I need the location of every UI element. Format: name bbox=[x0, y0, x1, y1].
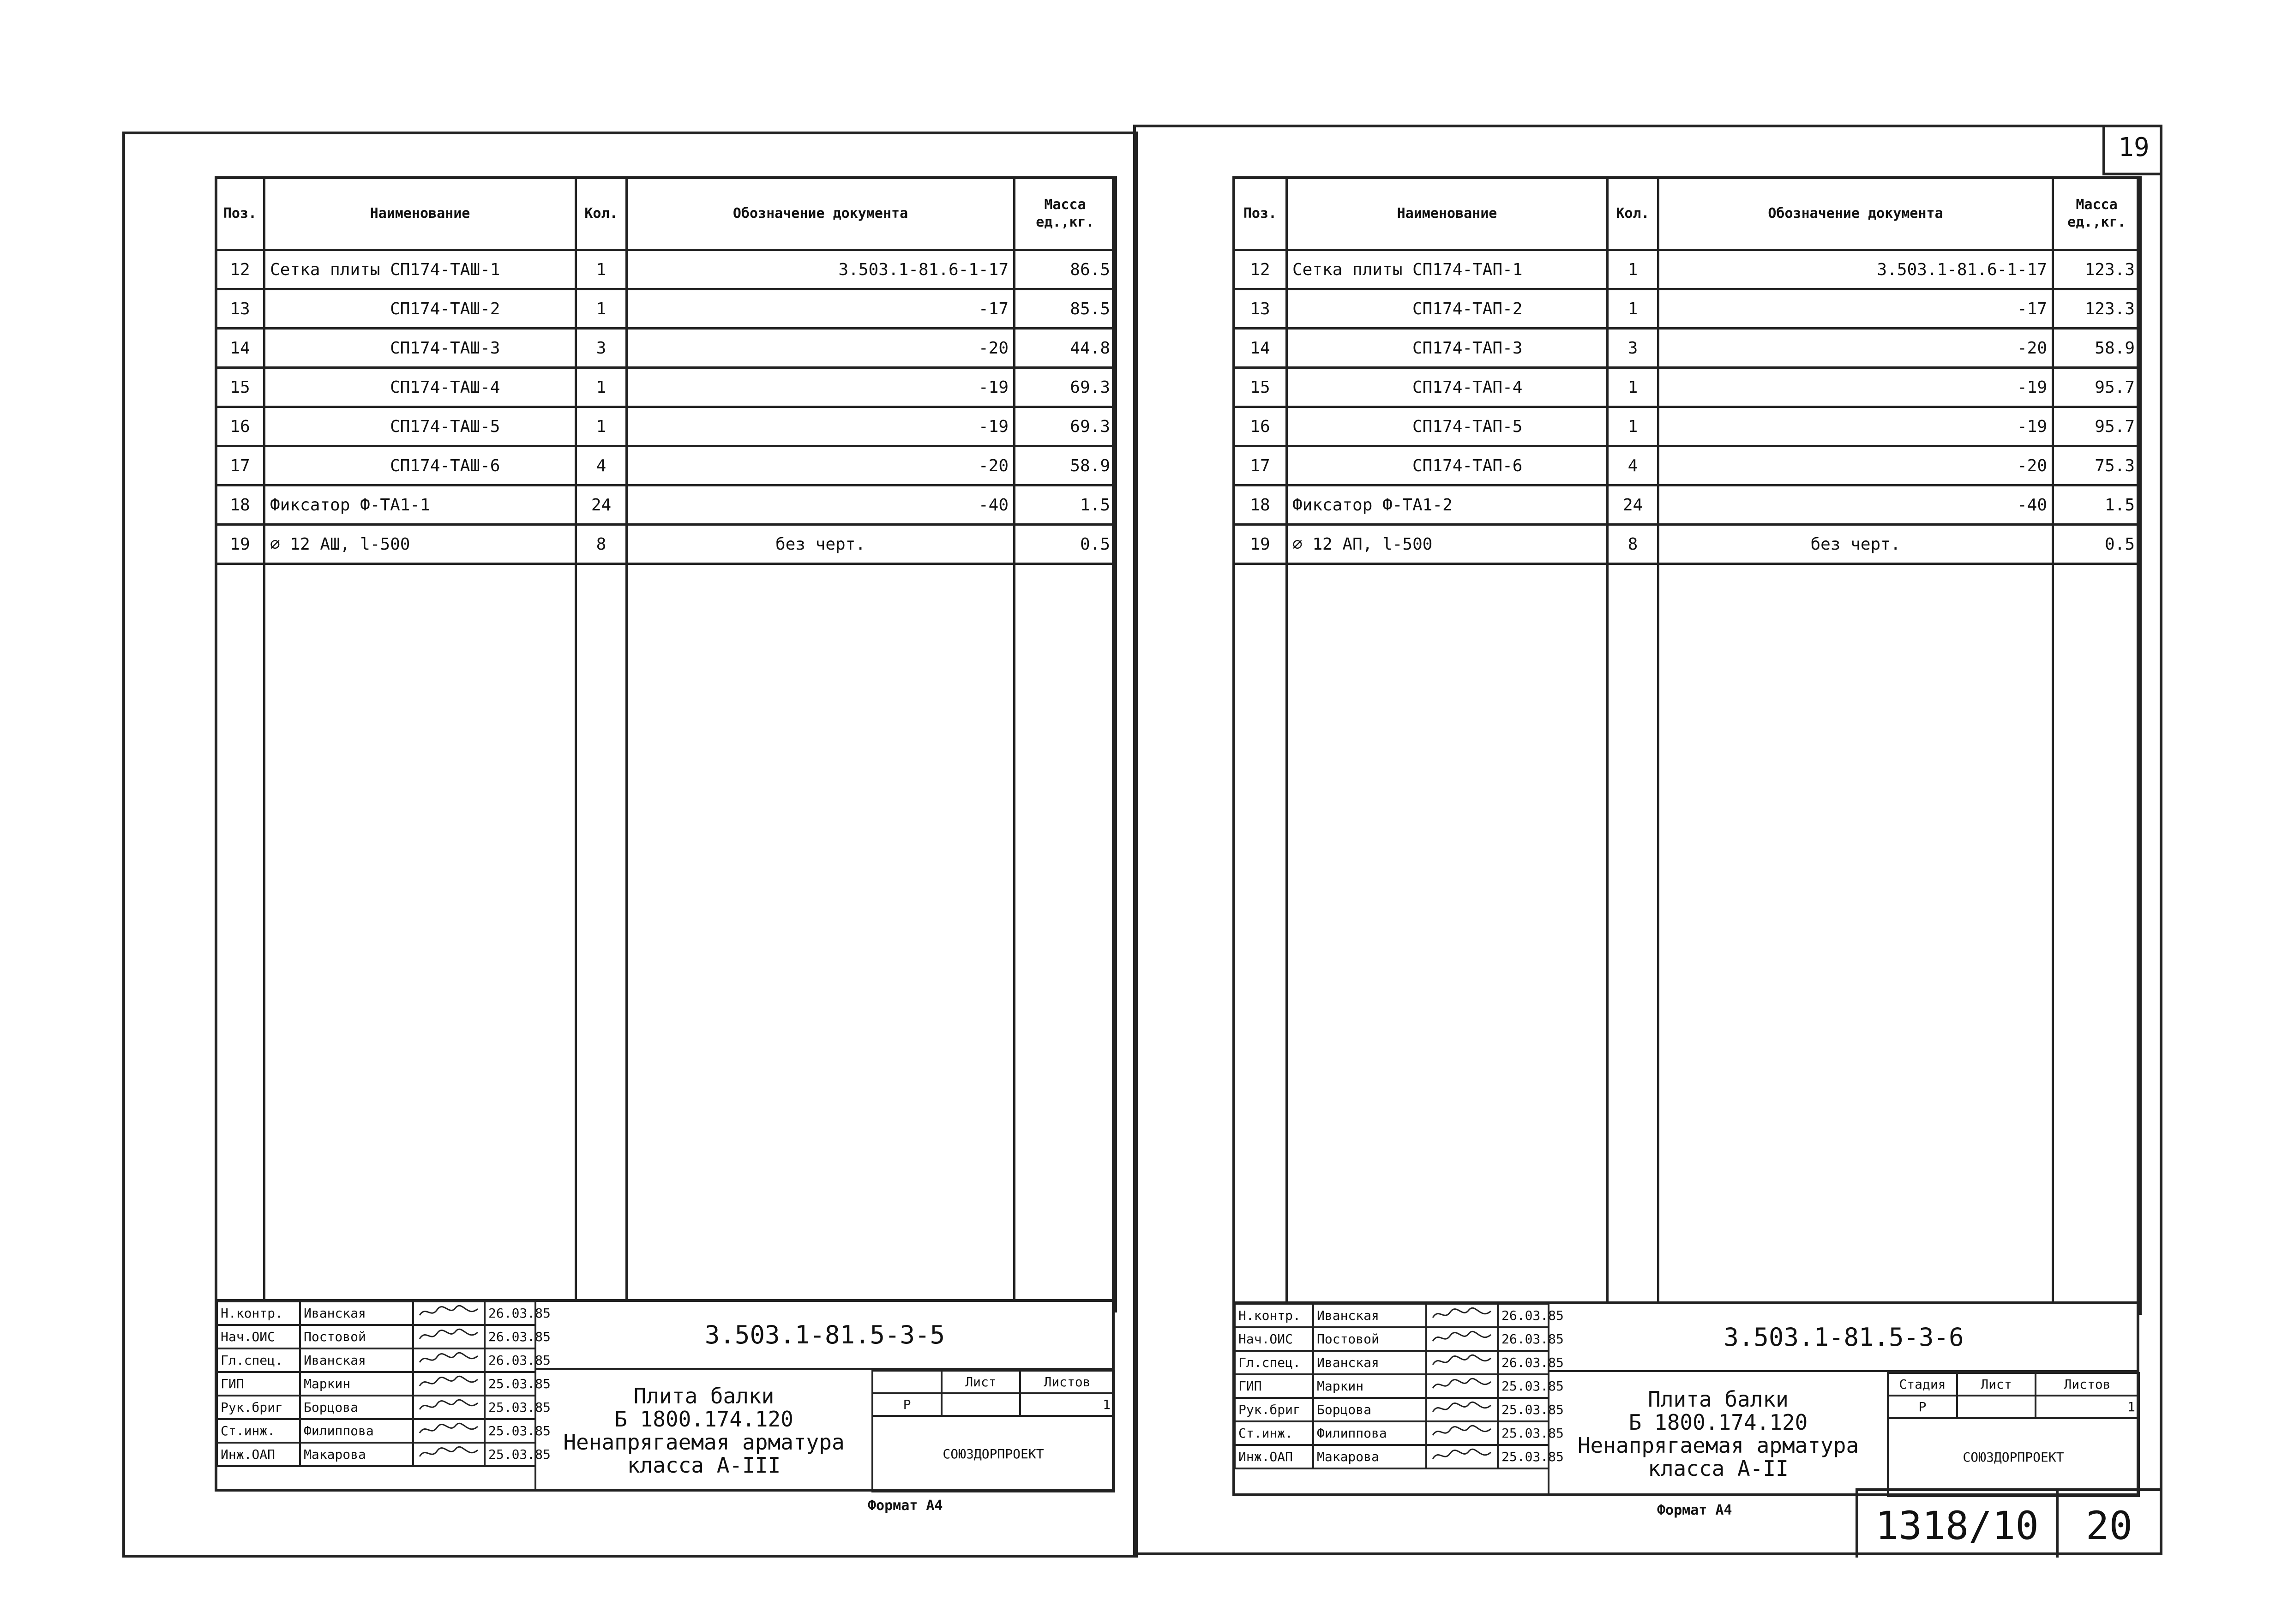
cell-qty: 1 bbox=[1608, 368, 1658, 407]
cell-doc: -40 bbox=[627, 485, 1015, 525]
sheets-value-left: 1 bbox=[1020, 1393, 1114, 1416]
cell-mass: 44.8 bbox=[1015, 329, 1116, 368]
header-mass: Масса ед.,кг. bbox=[1015, 178, 1116, 250]
title-line1-left: Плита балки bbox=[633, 1384, 775, 1408]
cell-pos: 17 bbox=[1234, 446, 1287, 485]
person-date: 26.03.85 bbox=[485, 1301, 535, 1325]
person-name: Борцова bbox=[300, 1396, 413, 1419]
cell-qty: 3 bbox=[1608, 329, 1658, 368]
cell-pos: 15 bbox=[216, 368, 264, 407]
person-role: Гл.спец. bbox=[1235, 1351, 1313, 1374]
person-date: 25.03.85 bbox=[1498, 1421, 1549, 1445]
corner-number-box bbox=[2102, 125, 2162, 175]
titleblock-people-left bbox=[216, 1300, 551, 1467]
signature-row bbox=[1235, 1421, 1549, 1445]
cell-doc: -17 bbox=[1658, 289, 2053, 329]
title-line4-right: класса А-II bbox=[1648, 1456, 1789, 1481]
cell-name: СП174-ТАШ-4 bbox=[264, 368, 576, 407]
person-role: Инж.ОАП bbox=[1235, 1445, 1313, 1468]
person-name: Макарова bbox=[300, 1443, 413, 1466]
cell-mass: 123.3 bbox=[2053, 289, 2141, 329]
org-right: СОЮЗДОРПРОЕКТ bbox=[1888, 1418, 2139, 1496]
signature-mark bbox=[413, 1443, 485, 1466]
titleblock-docnum-left bbox=[534, 1300, 1113, 1370]
cell-doc: -40 bbox=[1658, 485, 2053, 525]
person-role: Нач.ОИС bbox=[1235, 1327, 1313, 1351]
person-role: ГИП bbox=[1235, 1374, 1313, 1398]
cell-doc: -20 bbox=[1658, 329, 2053, 368]
person-role: Н.контр. bbox=[1235, 1304, 1313, 1327]
sheet-value-right bbox=[1957, 1396, 2036, 1418]
org-left: СОЮЗДОРПРОЕКТ bbox=[872, 1416, 1114, 1492]
signature-row bbox=[1235, 1304, 1549, 1327]
cell-pos: 13 bbox=[1234, 289, 1287, 329]
cell-mass: 85.5 bbox=[1015, 289, 1116, 329]
table-row bbox=[1234, 446, 2141, 485]
stage-label-right: Стадия bbox=[1888, 1373, 1957, 1396]
person-date: 26.03.85 bbox=[1498, 1304, 1549, 1327]
spec-table-left bbox=[215, 176, 1117, 1312]
signature-row bbox=[1235, 1398, 1549, 1421]
signature-row bbox=[217, 1396, 535, 1419]
signature-mark bbox=[413, 1419, 485, 1443]
person-role: Ст.инж. bbox=[1235, 1421, 1313, 1445]
cell-name: СП174-ТАП-2 bbox=[1287, 289, 1608, 329]
signature-row bbox=[217, 1348, 535, 1372]
person-name: Макарова bbox=[1313, 1445, 1426, 1468]
table-row bbox=[216, 368, 1116, 407]
table-row bbox=[216, 407, 1116, 446]
cell-doc: -19 bbox=[627, 368, 1015, 407]
header-name: Наименование bbox=[1287, 178, 1608, 250]
cell-mass: 0.5 bbox=[1015, 525, 1116, 564]
person-role: Нач.ОИС bbox=[217, 1325, 300, 1348]
cell-name: СП174-ТАП-6 bbox=[1287, 446, 1608, 485]
spec-header-row bbox=[216, 178, 1116, 250]
cell-name: СП174-ТАП-4 bbox=[1287, 368, 1608, 407]
table-row bbox=[1234, 368, 2141, 407]
cell-qty: 1 bbox=[1608, 250, 1658, 289]
cell-pos: 19 bbox=[1234, 525, 1287, 564]
signature-row bbox=[217, 1325, 535, 1348]
cell-qty: 3 bbox=[576, 329, 627, 368]
table-row bbox=[1234, 289, 2141, 329]
header-mass: Масса ед.,кг. bbox=[2053, 178, 2141, 250]
table-row bbox=[216, 250, 1116, 289]
cell-doc: -19 bbox=[1658, 407, 2053, 446]
cell-qty: 24 bbox=[576, 485, 627, 525]
cell-mass: 58.9 bbox=[2053, 329, 2141, 368]
cell-name: Фиксатор Ф-ТА1-1 bbox=[264, 485, 576, 525]
cell-qty: 1 bbox=[576, 289, 627, 329]
signature-mark bbox=[1426, 1304, 1498, 1327]
cell-qty: 1 bbox=[1608, 289, 1658, 329]
signature-mark bbox=[1426, 1445, 1498, 1468]
person-date: 26.03.85 bbox=[485, 1325, 535, 1348]
title-line4-left: класса А-III bbox=[627, 1453, 781, 1478]
signature-mark bbox=[413, 1348, 485, 1372]
cell-name: Сетка плиты СП174-ТАП-1 bbox=[1287, 250, 1608, 289]
header-qty: Кол. bbox=[576, 178, 627, 250]
cell-mass: 95.7 bbox=[2053, 407, 2141, 446]
person-date: 26.03.85 bbox=[1498, 1327, 1549, 1351]
cell-name: Сетка плиты СП174-ТАШ-1 bbox=[264, 250, 576, 289]
table-row bbox=[216, 446, 1116, 485]
signature-mark bbox=[413, 1372, 485, 1396]
spec-empty-body bbox=[216, 564, 1116, 1312]
cell-name: СП174-ТАШ-6 bbox=[264, 446, 576, 485]
titleblock-docnum-right bbox=[1548, 1303, 2138, 1372]
person-role: Рук.бриг bbox=[1235, 1398, 1313, 1421]
cell-mass: 69.3 bbox=[1015, 368, 1116, 407]
person-role: Ст.инж. bbox=[217, 1419, 300, 1443]
cell-mass: 0.5 bbox=[2053, 525, 2141, 564]
titleblock-people-right bbox=[1234, 1303, 1564, 1469]
person-date: 25.03.85 bbox=[1498, 1374, 1549, 1398]
cell-name: Фиксатор Ф-ТА1-2 bbox=[1287, 485, 1608, 525]
cell-mass: 1.5 bbox=[2053, 485, 2141, 525]
cell-qty: 1 bbox=[1608, 407, 1658, 446]
signature-mark bbox=[413, 1396, 485, 1419]
cell-doc: -20 bbox=[1658, 446, 2053, 485]
cell-qty: 1 bbox=[576, 407, 627, 446]
signature-mark bbox=[1426, 1421, 1498, 1445]
cell-doc: -17 bbox=[627, 289, 1015, 329]
person-name: Маркин bbox=[1313, 1374, 1426, 1398]
sheet-value-left bbox=[942, 1393, 1020, 1416]
signature-row bbox=[217, 1301, 535, 1325]
signature-mark bbox=[1426, 1374, 1498, 1398]
doc-code-right: 3.503.1-81.5-3-6 bbox=[1724, 1323, 1964, 1352]
sheets-value-right: 1 bbox=[2036, 1396, 2139, 1418]
person-date: 25.03.85 bbox=[1498, 1398, 1549, 1421]
page-number-box bbox=[2056, 1488, 2162, 1558]
spec-empty-body bbox=[1234, 564, 2141, 1314]
header-doc: Обозначение документа bbox=[1658, 178, 2053, 250]
page-number: 20 bbox=[2085, 1503, 2133, 1548]
cell-doc: -19 bbox=[1658, 368, 2053, 407]
table-row bbox=[1234, 525, 2141, 564]
person-name: Иванская bbox=[1313, 1304, 1426, 1327]
table-row bbox=[1234, 329, 2141, 368]
person-name: Борцова bbox=[1313, 1398, 1426, 1421]
stage-value-right: Р bbox=[1888, 1396, 1957, 1418]
signature-row bbox=[1235, 1374, 1549, 1398]
cell-mass: 75.3 bbox=[2053, 446, 2141, 485]
sheets-label-right: Листов bbox=[2036, 1373, 2139, 1396]
corner-number: 19 bbox=[2118, 132, 2150, 162]
title-line1-right: Плита балки bbox=[1648, 1387, 1789, 1412]
sheet-label-right: Лист bbox=[1957, 1373, 2036, 1396]
cell-name: СП174-ТАШ-5 bbox=[264, 407, 576, 446]
cell-doc: 3.503.1-81.6-1-17 bbox=[1658, 250, 2053, 289]
table-row bbox=[216, 525, 1116, 564]
cell-mass: 86.5 bbox=[1015, 250, 1116, 289]
cell-doc: без черт. bbox=[1658, 525, 2053, 564]
cell-doc: без черт. bbox=[627, 525, 1015, 564]
cell-pos: 17 bbox=[216, 446, 264, 485]
signature-row bbox=[1235, 1351, 1549, 1374]
signature-row bbox=[217, 1419, 535, 1443]
cell-pos: 19 bbox=[216, 525, 264, 564]
cell-name: ⌀ 12 АП, l-500 bbox=[1287, 525, 1608, 564]
person-name: Маркин bbox=[300, 1372, 413, 1396]
spec-header-row bbox=[1234, 178, 2141, 250]
title-line2-right: Б 1800.174.120 bbox=[1628, 1410, 1808, 1435]
person-date: 26.03.85 bbox=[1498, 1351, 1549, 1374]
person-date: 26.03.85 bbox=[485, 1348, 535, 1372]
table-row bbox=[216, 485, 1116, 525]
signature-row bbox=[1235, 1327, 1549, 1351]
signature-row bbox=[217, 1443, 535, 1466]
cell-qty: 24 bbox=[1608, 485, 1658, 525]
title-line3-right: Ненапрягаемая арматура bbox=[1577, 1433, 1859, 1458]
signature-row bbox=[217, 1372, 535, 1396]
cell-qty: 1 bbox=[576, 250, 627, 289]
person-role: Гл.спец. bbox=[217, 1348, 300, 1372]
format-label-right: Формат А4 bbox=[1657, 1502, 1732, 1518]
stage-value-left: Р bbox=[872, 1393, 942, 1416]
cell-doc: -19 bbox=[627, 407, 1015, 446]
cell-mass: 1.5 bbox=[1015, 485, 1116, 525]
cell-qty: 8 bbox=[1608, 525, 1658, 564]
cell-name: СП174-ТАП-3 bbox=[1287, 329, 1608, 368]
cell-pos: 16 bbox=[216, 407, 264, 446]
cell-pos: 18 bbox=[216, 485, 264, 525]
signature-mark bbox=[1426, 1398, 1498, 1421]
table-row bbox=[1234, 485, 2141, 525]
person-date: 25.03.85 bbox=[1498, 1445, 1549, 1468]
cell-pos: 14 bbox=[216, 329, 264, 368]
cell-mass: 58.9 bbox=[1015, 446, 1116, 485]
table-row bbox=[1234, 407, 2141, 446]
cell-mass: 123.3 bbox=[2053, 250, 2141, 289]
title-line2-left: Б 1800.174.120 bbox=[614, 1407, 793, 1432]
signature-row bbox=[1235, 1445, 1549, 1468]
header-doc: Обозначение документа bbox=[627, 178, 1015, 250]
person-role: Инж.ОАП bbox=[217, 1443, 300, 1466]
header-pos: Поз. bbox=[216, 178, 264, 250]
signature-mark bbox=[1426, 1327, 1498, 1351]
titleblock-title-right bbox=[1548, 1372, 1887, 1495]
person-role: Н.контр. bbox=[217, 1301, 300, 1325]
stage-label-left bbox=[872, 1371, 942, 1393]
cell-pos: 18 bbox=[1234, 485, 1287, 525]
person-date: 25.03.85 bbox=[485, 1443, 535, 1466]
cell-pos: 16 bbox=[1234, 407, 1287, 446]
cell-mass: 69.3 bbox=[1015, 407, 1116, 446]
titleblock-stage-right bbox=[1887, 1372, 2140, 1497]
person-name: Иванская bbox=[300, 1348, 413, 1372]
cell-qty: 4 bbox=[1608, 446, 1658, 485]
header-name: Наименование bbox=[264, 178, 576, 250]
cell-qty: 4 bbox=[576, 446, 627, 485]
cell-name: СП174-ТАШ-2 bbox=[264, 289, 576, 329]
titleblock-stage-left bbox=[871, 1370, 1115, 1492]
cell-pos: 12 bbox=[1234, 250, 1287, 289]
person-name: Филиппова bbox=[1313, 1421, 1426, 1445]
person-role: Рук.бриг bbox=[217, 1396, 300, 1419]
person-name: Постовой bbox=[300, 1325, 413, 1348]
sheets-label-left: Листов bbox=[1020, 1371, 1114, 1393]
cell-doc: -20 bbox=[627, 446, 1015, 485]
cell-doc: 3.503.1-81.6-1-17 bbox=[627, 250, 1015, 289]
person-date: 25.03.85 bbox=[485, 1396, 535, 1419]
person-role: ГИП bbox=[217, 1372, 300, 1396]
header-qty: Кол. bbox=[1608, 178, 1658, 250]
title-line3-left: Ненапрягаемая арматура bbox=[563, 1430, 845, 1455]
cell-doc: -20 bbox=[627, 329, 1015, 368]
signature-mark bbox=[413, 1325, 485, 1348]
cell-name: СП174-ТАП-5 bbox=[1287, 407, 1608, 446]
cell-pos: 14 bbox=[1234, 329, 1287, 368]
spec-table-right bbox=[1232, 176, 2142, 1315]
archive-box bbox=[1856, 1488, 2059, 1558]
table-row bbox=[216, 289, 1116, 329]
doc-code-left: 3.503.1-81.5-3-5 bbox=[704, 1320, 945, 1349]
format-label-left: Формат А4 bbox=[868, 1498, 943, 1514]
table-row bbox=[1234, 250, 2141, 289]
signature-mark bbox=[413, 1301, 485, 1325]
table-row bbox=[216, 329, 1116, 368]
cell-name: СП174-ТАШ-3 bbox=[264, 329, 576, 368]
cell-pos: 13 bbox=[216, 289, 264, 329]
titleblock-title-left bbox=[534, 1370, 871, 1490]
person-name: Постовой bbox=[1313, 1327, 1426, 1351]
cell-qty: 8 bbox=[576, 525, 627, 564]
cell-pos: 12 bbox=[216, 250, 264, 289]
sheet-label-left: Лист bbox=[942, 1371, 1020, 1393]
cell-qty: 1 bbox=[576, 368, 627, 407]
person-date: 25.03.85 bbox=[485, 1419, 535, 1443]
person-name: Иванская bbox=[1313, 1351, 1426, 1374]
cell-name: ⌀ 12 АШ, l-500 bbox=[264, 525, 576, 564]
cell-pos: 15 bbox=[1234, 368, 1287, 407]
archive-number: 1318/10 bbox=[1875, 1503, 2039, 1548]
signature-mark bbox=[1426, 1351, 1498, 1374]
cell-mass: 95.7 bbox=[2053, 368, 2141, 407]
person-date: 25.03.85 bbox=[485, 1372, 535, 1396]
header-pos: Поз. bbox=[1234, 178, 1287, 250]
person-name: Иванская bbox=[300, 1301, 413, 1325]
person-name: Филиппова bbox=[300, 1419, 413, 1443]
